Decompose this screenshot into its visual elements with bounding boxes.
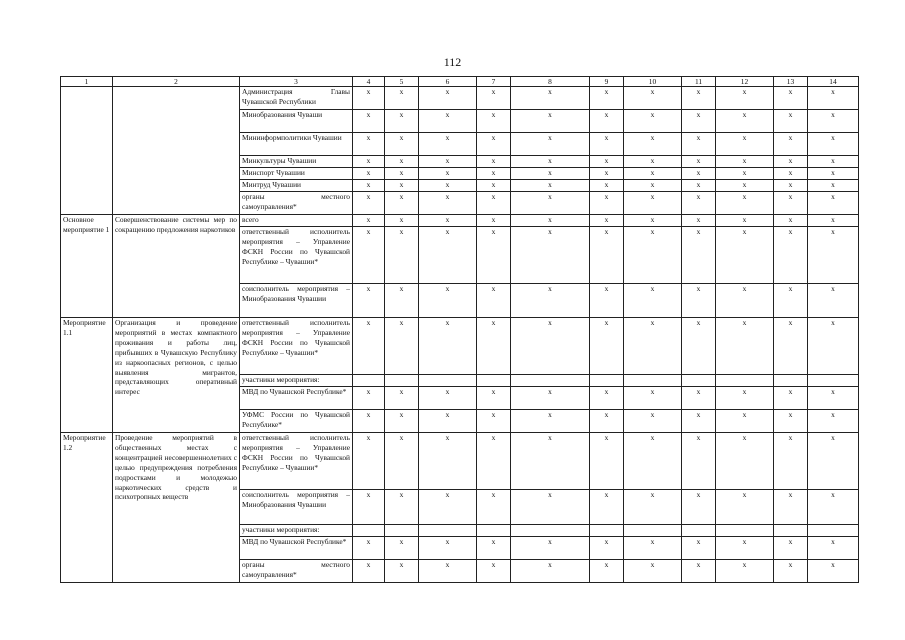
value-cell: x — [353, 168, 385, 180]
value-cell — [774, 375, 808, 387]
value-cell: x — [808, 318, 859, 375]
value-cell: x — [477, 387, 511, 410]
table-row — [61, 215, 859, 227]
column-header: 3 — [240, 77, 353, 87]
value-cell: x — [353, 410, 385, 433]
value-cell — [419, 525, 477, 537]
value-cell: x — [716, 318, 774, 375]
column-header: 2 — [113, 77, 240, 87]
value-cell: x — [808, 284, 859, 318]
column-header: 8 — [511, 77, 590, 87]
value-cell: x — [511, 180, 590, 192]
value-cell: x — [511, 387, 590, 410]
value-cell: x — [716, 537, 774, 560]
value-cell: x — [590, 284, 624, 318]
value-cell: x — [682, 168, 716, 180]
executor-cell: Минспорт Чувашии — [240, 168, 353, 180]
value-cell: x — [511, 318, 590, 375]
value-cell — [682, 525, 716, 537]
table-row — [61, 318, 859, 375]
value-cell: x — [774, 110, 808, 133]
value-cell: x — [477, 284, 511, 318]
executor-cell: ответственный исполнитель мероприятия – Управление ФСКН России по Чувашской Республике – Чувашии* — [240, 433, 353, 490]
value-cell: x — [716, 168, 774, 180]
executor-cell: органы местного самоуправления* — [240, 560, 353, 583]
value-cell: x — [624, 490, 682, 525]
value-cell: x — [477, 168, 511, 180]
value-cell: x — [774, 387, 808, 410]
value-cell: x — [385, 87, 419, 110]
value-cell: x — [682, 433, 716, 490]
measure-cell — [61, 87, 113, 215]
value-cell: x — [682, 133, 716, 156]
executor-cell: ответственный исполнитель мероприятия – Управление ФСКН России по Чувашской Республике – Чувашии* — [240, 318, 353, 375]
page-number: 112 — [443, 55, 462, 69]
value-cell: x — [477, 156, 511, 168]
value-cell: x — [774, 180, 808, 192]
value-cell: x — [511, 227, 590, 284]
value-cell: x — [477, 215, 511, 227]
value-cell: x — [590, 410, 624, 433]
value-cell: x — [716, 387, 774, 410]
value-cell: x — [419, 133, 477, 156]
column-header: 12 — [716, 77, 774, 87]
value-cell: x — [682, 490, 716, 525]
value-cell: x — [590, 133, 624, 156]
value-cell: x — [682, 156, 716, 168]
value-cell — [353, 375, 385, 387]
value-cell: x — [385, 227, 419, 284]
value-cell — [808, 375, 859, 387]
value-cell: x — [716, 490, 774, 525]
value-cell: x — [353, 490, 385, 525]
value-cell: x — [808, 180, 859, 192]
value-cell: x — [353, 133, 385, 156]
value-cell: x — [590, 192, 624, 215]
description-cell: Совершенствование системы мер по сокращению предложения наркотиков — [113, 215, 240, 318]
column-header: 11 — [682, 77, 716, 87]
value-cell: x — [590, 168, 624, 180]
description-cell — [113, 87, 240, 215]
value-cell: x — [511, 87, 590, 110]
column-header: 5 — [385, 77, 419, 87]
column-header: 10 — [624, 77, 682, 87]
executor-cell: МВД по Чувашской Республике* — [240, 387, 353, 410]
value-cell: x — [385, 387, 419, 410]
value-cell: x — [511, 110, 590, 133]
value-cell: x — [808, 156, 859, 168]
executor-cell: участники мероприятия: — [240, 375, 353, 387]
value-cell — [477, 375, 511, 387]
value-cell — [353, 525, 385, 537]
value-cell: x — [716, 110, 774, 133]
value-cell: x — [624, 410, 682, 433]
value-cell — [624, 525, 682, 537]
table-header-row — [61, 77, 859, 87]
value-cell: x — [419, 227, 477, 284]
value-cell: x — [419, 87, 477, 110]
value-cell: x — [477, 87, 511, 110]
value-cell: x — [808, 387, 859, 410]
value-cell: x — [682, 192, 716, 215]
value-cell: x — [774, 537, 808, 560]
value-cell: x — [774, 560, 808, 583]
value-cell: x — [624, 168, 682, 180]
value-cell: x — [353, 318, 385, 375]
value-cell: x — [808, 537, 859, 560]
value-cell: x — [385, 490, 419, 525]
executor-cell: соисполнитель мероприятия – Минобразования Чувашии — [240, 284, 353, 318]
value-cell: x — [808, 133, 859, 156]
value-cell — [716, 375, 774, 387]
value-cell — [682, 375, 716, 387]
column-header: 7 — [477, 77, 511, 87]
value-cell: x — [682, 87, 716, 110]
value-cell: x — [353, 387, 385, 410]
value-cell — [385, 375, 419, 387]
value-cell: x — [385, 537, 419, 560]
value-cell: x — [511, 560, 590, 583]
column-header: 14 — [808, 77, 859, 87]
value-cell: x — [682, 387, 716, 410]
executor-cell: всего — [240, 215, 353, 227]
executor-cell: УФМС России по Чувашской Республике* — [240, 410, 353, 433]
value-cell: x — [808, 410, 859, 433]
value-cell: x — [353, 87, 385, 110]
value-cell — [624, 375, 682, 387]
value-cell: x — [590, 433, 624, 490]
value-cell: x — [385, 110, 419, 133]
value-cell: x — [624, 133, 682, 156]
table-row — [61, 433, 859, 490]
value-cell: x — [682, 227, 716, 284]
value-cell: x — [353, 433, 385, 490]
value-cell: x — [353, 180, 385, 192]
value-cell: x — [624, 156, 682, 168]
value-cell: x — [808, 87, 859, 110]
value-cell: x — [511, 133, 590, 156]
value-cell: x — [419, 490, 477, 525]
value-cell: x — [590, 537, 624, 560]
executor-cell: МВД по Чувашской Республике* — [240, 537, 353, 560]
value-cell: x — [385, 433, 419, 490]
value-cell: x — [716, 433, 774, 490]
value-cell: x — [624, 227, 682, 284]
value-cell — [419, 375, 477, 387]
value-cell: x — [590, 180, 624, 192]
value-cell: x — [774, 490, 808, 525]
value-cell: x — [624, 284, 682, 318]
value-cell: x — [624, 87, 682, 110]
value-cell: x — [716, 560, 774, 583]
description-cell: Организация и проведение мероприятий в местах компактного проживания и работы лиц, прибывших в Чувашскую Республику из наркоопасных регионов, с целью выявления мигрантов, представляющих оперативный интерес — [113, 318, 240, 433]
activities-table — [60, 76, 859, 583]
value-cell: x — [477, 560, 511, 583]
value-cell: x — [682, 180, 716, 192]
executor-cell: Минобразования Чуваши — [240, 110, 353, 133]
value-cell: x — [385, 156, 419, 168]
value-cell: x — [590, 560, 624, 583]
value-cell: x — [716, 284, 774, 318]
value-cell: x — [682, 537, 716, 560]
value-cell — [477, 525, 511, 537]
value-cell: x — [353, 560, 385, 583]
executor-cell: Минкультуры Чувашии — [240, 156, 353, 168]
value-cell: x — [477, 180, 511, 192]
value-cell: x — [624, 387, 682, 410]
value-cell: x — [808, 433, 859, 490]
value-cell: x — [511, 168, 590, 180]
column-header: 4 — [353, 77, 385, 87]
executor-cell: участники мероприятия: — [240, 525, 353, 537]
value-cell: x — [590, 387, 624, 410]
value-cell: x — [477, 410, 511, 433]
value-cell — [774, 525, 808, 537]
value-cell: x — [682, 110, 716, 133]
value-cell: x — [511, 433, 590, 490]
value-cell: x — [716, 180, 774, 192]
value-cell: x — [477, 490, 511, 525]
value-cell: x — [716, 410, 774, 433]
value-cell: x — [774, 133, 808, 156]
value-cell: x — [716, 192, 774, 215]
executor-cell: органы местного самоуправления* — [240, 192, 353, 215]
value-cell: x — [716, 87, 774, 110]
value-cell: x — [385, 168, 419, 180]
executor-cell: Мининформполитики Чувашии — [240, 133, 353, 156]
value-cell — [590, 525, 624, 537]
value-cell: x — [590, 110, 624, 133]
measure-cell: Мероприятие 1.2 — [61, 433, 113, 583]
value-cell: x — [477, 227, 511, 284]
value-cell: x — [774, 156, 808, 168]
value-cell: x — [511, 192, 590, 215]
executor-cell: соисполнитель мероприятия – Минобразования Чувашии — [240, 490, 353, 525]
value-cell: x — [511, 490, 590, 525]
value-cell: x — [808, 215, 859, 227]
value-cell: x — [774, 215, 808, 227]
value-cell: x — [419, 284, 477, 318]
value-cell: x — [716, 215, 774, 227]
value-cell: x — [808, 560, 859, 583]
value-cell: x — [590, 215, 624, 227]
value-cell — [808, 525, 859, 537]
value-cell: x — [624, 560, 682, 583]
value-cell: x — [624, 110, 682, 133]
value-cell: x — [353, 537, 385, 560]
value-cell: x — [477, 133, 511, 156]
value-cell: x — [682, 318, 716, 375]
value-cell: x — [419, 156, 477, 168]
value-cell: x — [590, 87, 624, 110]
value-cell: x — [385, 318, 419, 375]
value-cell: x — [511, 284, 590, 318]
value-cell: x — [808, 227, 859, 284]
value-cell: x — [511, 537, 590, 560]
column-header: 1 — [61, 77, 113, 87]
value-cell: x — [774, 433, 808, 490]
table-body — [61, 77, 859, 583]
value-cell: x — [385, 410, 419, 433]
value-cell: x — [624, 215, 682, 227]
value-cell: x — [385, 284, 419, 318]
value-cell: x — [590, 318, 624, 375]
value-cell: x — [774, 284, 808, 318]
value-cell: x — [419, 410, 477, 433]
measure-cell: Мероприятие 1.1 — [61, 318, 113, 433]
value-cell: x — [511, 410, 590, 433]
measure-cell: Основное мероприятие 1 — [61, 215, 113, 318]
value-cell: x — [624, 192, 682, 215]
value-cell: x — [419, 180, 477, 192]
value-cell: x — [419, 168, 477, 180]
value-cell: x — [774, 192, 808, 215]
column-header: 9 — [590, 77, 624, 87]
value-cell: x — [682, 410, 716, 433]
executor-cell: Администрация Главы Чувашской Республики — [240, 87, 353, 110]
value-cell — [590, 375, 624, 387]
value-cell: x — [682, 215, 716, 227]
value-cell: x — [385, 560, 419, 583]
value-cell: x — [716, 227, 774, 284]
value-cell: x — [353, 110, 385, 133]
description-cell: Проведение мероприятий в общественных местах с концентрацией несовершеннолетних с целью предупреждения потребления подростками и молодежью наркотических средств и психотропных веществ — [113, 433, 240, 583]
value-cell: x — [353, 156, 385, 168]
value-cell: x — [419, 537, 477, 560]
value-cell: x — [353, 284, 385, 318]
executor-cell: Минтруд Чувашии — [240, 180, 353, 192]
value-cell: x — [385, 180, 419, 192]
executor-cell: ответственный исполнитель мероприятия – Управление ФСКН России по Чувашской Республике – Чувашии* — [240, 227, 353, 284]
value-cell: x — [419, 110, 477, 133]
value-cell: x — [419, 560, 477, 583]
column-header: 13 — [774, 77, 808, 87]
value-cell: x — [477, 433, 511, 490]
value-cell: x — [774, 227, 808, 284]
value-cell: x — [477, 110, 511, 133]
value-cell: x — [808, 168, 859, 180]
value-cell: x — [808, 110, 859, 133]
value-cell: x — [419, 215, 477, 227]
value-cell: x — [682, 560, 716, 583]
value-cell: x — [624, 537, 682, 560]
table-row — [61, 87, 859, 110]
value-cell: x — [590, 227, 624, 284]
value-cell: x — [511, 156, 590, 168]
value-cell: x — [477, 192, 511, 215]
value-cell: x — [624, 318, 682, 375]
value-cell: x — [385, 215, 419, 227]
value-cell: x — [682, 284, 716, 318]
value-cell: x — [353, 227, 385, 284]
column-header: 6 — [419, 77, 477, 87]
value-cell: x — [774, 87, 808, 110]
value-cell: x — [385, 192, 419, 215]
value-cell — [511, 375, 590, 387]
value-cell: x — [419, 192, 477, 215]
value-cell: x — [774, 318, 808, 375]
value-cell — [511, 525, 590, 537]
value-cell: x — [419, 387, 477, 410]
value-cell: x — [716, 156, 774, 168]
value-cell: x — [511, 215, 590, 227]
value-cell: x — [477, 318, 511, 375]
value-cell: x — [477, 537, 511, 560]
value-cell: x — [353, 215, 385, 227]
value-cell — [385, 525, 419, 537]
value-cell: x — [590, 156, 624, 168]
value-cell: x — [716, 133, 774, 156]
value-cell: x — [624, 433, 682, 490]
value-cell: x — [385, 133, 419, 156]
value-cell: x — [624, 180, 682, 192]
value-cell: x — [590, 490, 624, 525]
value-cell: x — [808, 192, 859, 215]
value-cell — [716, 525, 774, 537]
value-cell: x — [808, 490, 859, 525]
value-cell: x — [419, 318, 477, 375]
value-cell: x — [419, 433, 477, 490]
value-cell: x — [774, 410, 808, 433]
value-cell: x — [774, 168, 808, 180]
value-cell: x — [353, 192, 385, 215]
